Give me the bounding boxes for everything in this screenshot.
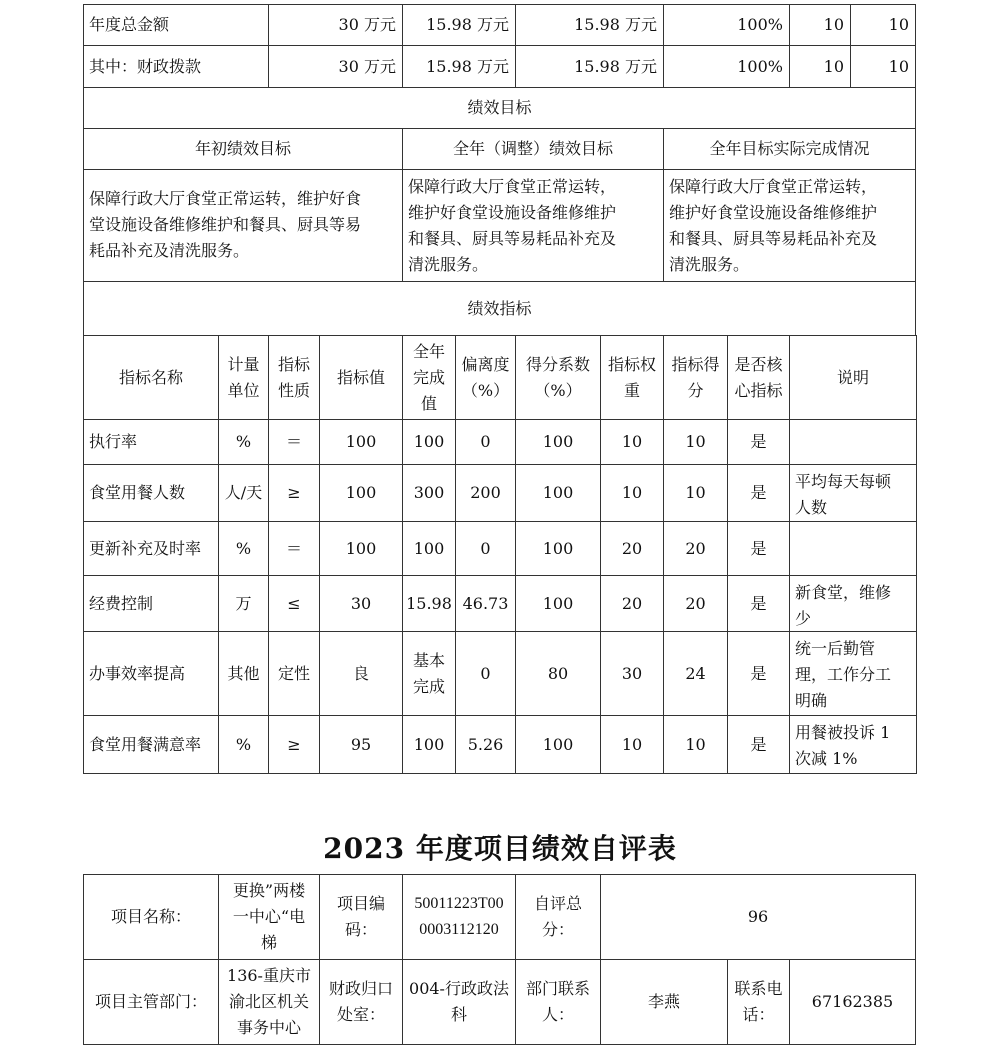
indicator-row-5-name: 办事效率提高 bbox=[83, 631, 219, 716]
budget-total-score: 10 bbox=[850, 4, 916, 46]
finance-office-label-lines: 财政归口 处室： bbox=[328, 979, 393, 1024]
indicator-row-6-deviation: 5.26 bbox=[455, 715, 516, 774]
project-name-value bbox=[218, 874, 320, 960]
indicator-row-6-core: 是 bbox=[727, 715, 790, 774]
contact-label-lines: 部门联系 人： bbox=[525, 979, 590, 1024]
budget-label-fiscal: 其中：财政拨款 bbox=[83, 45, 269, 88]
indicator-row-2-deviation: 200 bbox=[455, 464, 516, 522]
indicator-row-2-unit: 人/天 bbox=[218, 464, 269, 522]
indicator-header-core: 是否核 心指标 bbox=[727, 335, 790, 420]
indicator-header-weight: 指标权 重 bbox=[600, 335, 664, 420]
indicator-row-1-unit: % bbox=[218, 419, 269, 465]
budget-total-executed: 15.98 万元 bbox=[515, 4, 664, 46]
indicator-row-4-value: 30 bbox=[319, 575, 403, 632]
goals-col2-text bbox=[402, 169, 664, 282]
indicator-row-4-actual: 15.98 bbox=[402, 575, 456, 632]
self-score-label bbox=[515, 874, 601, 960]
indicator-header-deviation: 偏离度 （%） bbox=[455, 335, 516, 420]
indicator-row-1-coef: 100 bbox=[515, 419, 601, 465]
indicator-row-1-nature: ＝ bbox=[268, 419, 320, 465]
indicator-row-4-note: 新食堂，维修 少 bbox=[789, 575, 917, 632]
indicator-header-score: 指标得 分 bbox=[663, 335, 728, 420]
indicator-row-5-coef: 80 bbox=[515, 631, 601, 716]
indicator-row-3-score: 20 bbox=[663, 521, 728, 576]
project-code-label-lines: 项目编 码： bbox=[336, 894, 385, 939]
goals-section-title: 绩效目标 bbox=[83, 87, 916, 129]
project-name-lines: 更换”两楼 一中心“电 梯 bbox=[232, 881, 306, 952]
indicator-row-6-name: 食堂用餐满意率 bbox=[83, 715, 219, 774]
budget-total-adjusted: 15.98 万元 bbox=[402, 4, 516, 46]
indicator-row-5-unit: 其他 bbox=[218, 631, 269, 716]
indicator-row-3-name: 更新补充及时率 bbox=[83, 521, 219, 576]
indicator-row-2-coef: 100 bbox=[515, 464, 601, 522]
indicator-row-2-score: 10 bbox=[663, 464, 728, 522]
indicator-header-actual: 全年 完成 值 bbox=[402, 335, 456, 420]
self-score-label-lines: 自评总 分： bbox=[533, 894, 582, 939]
contact-label bbox=[515, 959, 601, 1045]
indicator-row-4-deviation: 46.73 bbox=[455, 575, 516, 632]
budget-total-weight: 10 bbox=[789, 4, 851, 46]
indicator-row-4-weight: 20 bbox=[600, 575, 664, 632]
project-name-label: 项目名称： bbox=[83, 874, 219, 960]
dept-value-lines: 136-重庆市 渝北区机关 事务中心 bbox=[227, 966, 311, 1037]
budget-fiscal-annual: 30 万元 bbox=[268, 45, 403, 88]
goals-col2-lines: 保障行政大厅食堂正常运转， 维护好食堂设施设备维修维护 和餐具、厨具等易耗品补充及 清洗服务。 bbox=[408, 177, 617, 274]
indicator-row-6-note: 用餐被投诉 1 次减 1% bbox=[789, 715, 917, 774]
self-score-value: 96 bbox=[600, 874, 916, 960]
indicator-row-5-weight: 30 bbox=[600, 631, 664, 716]
indicator-row-2-note: 平均每天每顿 人数 bbox=[789, 464, 917, 522]
goals-col1-lines: 保障行政大厅食堂正常运转，维护好食 堂设施设备维修维护和餐具、厨具等易 耗品补充及清洗服务。 bbox=[89, 189, 362, 260]
indicator-row-5-note: 统一后勤管 理，工作分工 明确 bbox=[789, 631, 917, 716]
budget-fiscal-weight: 10 bbox=[789, 45, 851, 88]
indicator-header-note: 说明 bbox=[789, 335, 917, 420]
indicator-header-nature: 指标 性质 bbox=[268, 335, 320, 420]
budget-total-annual: 30 万元 bbox=[268, 4, 403, 46]
indicator-row-2-weight: 10 bbox=[600, 464, 664, 522]
goals-col1-header: 年初绩效目标 bbox=[83, 128, 403, 170]
project-code-label bbox=[319, 874, 403, 960]
dept-value bbox=[218, 959, 320, 1045]
indicator-row-2-value: 100 bbox=[319, 464, 403, 522]
indicator-row-5-actual: 基本 完成 bbox=[402, 631, 456, 716]
indicator-row-5-value: 良 bbox=[319, 631, 403, 716]
project-code-lines: 50011223T00 0003112120 bbox=[414, 895, 504, 938]
indicator-row-1-score: 10 bbox=[663, 419, 728, 465]
indicator-row-3-value: 100 bbox=[319, 521, 403, 576]
phone-label-lines: 联系电 话： bbox=[734, 979, 783, 1024]
finance-office-value bbox=[402, 959, 516, 1045]
indicator-row-2-nature: ≥ bbox=[268, 464, 320, 522]
form-title: 2023 年度项目绩效自评表 bbox=[323, 832, 677, 865]
phone-value: 67162385 bbox=[789, 959, 916, 1045]
indicator-row-4-coef: 100 bbox=[515, 575, 601, 632]
indicator-row-3-core: 是 bbox=[727, 521, 790, 576]
indicator-row-5-deviation: 0 bbox=[455, 631, 516, 716]
budget-fiscal-executed: 15.98 万元 bbox=[515, 45, 664, 88]
indicator-row-3-actual: 100 bbox=[402, 521, 456, 576]
indicator-row-3-note bbox=[789, 521, 917, 576]
indicators-section-title: 绩效指标 bbox=[83, 281, 916, 336]
budget-total-rate: 100% bbox=[663, 4, 790, 46]
indicator-header-unit: 计量 单位 bbox=[218, 335, 269, 420]
indicator-row-3-nature: ＝ bbox=[268, 521, 320, 576]
indicator-row-2-actual: 300 bbox=[402, 464, 456, 522]
budget-fiscal-rate: 100% bbox=[663, 45, 790, 88]
indicator-row-6-unit: % bbox=[218, 715, 269, 774]
budget-fiscal-score: 10 bbox=[850, 45, 916, 88]
indicator-row-6-nature: ≥ bbox=[268, 715, 320, 774]
indicator-row-5-score: 24 bbox=[663, 631, 728, 716]
budget-label-total: 年度总金额 bbox=[83, 4, 269, 46]
goals-col3-lines: 保障行政大厅食堂正常运转， 维护好食堂设施设备维修维护 和餐具、厨具等易耗品补充及 清洗服务。 bbox=[669, 177, 878, 274]
indicator-row-2-core: 是 bbox=[727, 464, 790, 522]
indicator-row-6-score: 10 bbox=[663, 715, 728, 774]
goals-col2-header: 全年（调整）绩效目标 bbox=[402, 128, 664, 170]
finance-office-value-lines: 004-行政政法 科 bbox=[409, 979, 509, 1024]
indicator-header-value: 指标值 bbox=[319, 335, 403, 420]
indicator-row-1-actual: 100 bbox=[402, 419, 456, 465]
indicator-row-4-name: 经费控制 bbox=[83, 575, 219, 632]
indicator-row-2-name: 食堂用餐人数 bbox=[83, 464, 219, 522]
indicator-row-6-value: 95 bbox=[319, 715, 403, 774]
indicator-row-3-weight: 20 bbox=[600, 521, 664, 576]
indicator-row-6-actual: 100 bbox=[402, 715, 456, 774]
indicator-row-4-core: 是 bbox=[727, 575, 790, 632]
goals-col3-text bbox=[663, 169, 916, 282]
indicator-row-3-coef: 100 bbox=[515, 521, 601, 576]
goals-col3-header: 全年目标实际完成情况 bbox=[663, 128, 916, 170]
indicator-row-1-core: 是 bbox=[727, 419, 790, 465]
indicator-row-6-weight: 10 bbox=[600, 715, 664, 774]
indicator-row-5-nature: 定性 bbox=[268, 631, 320, 716]
goals-col1-text bbox=[83, 169, 403, 282]
indicator-row-1-deviation: 0 bbox=[455, 419, 516, 465]
dept-label: 项目主管部门： bbox=[83, 959, 219, 1045]
project-code-value bbox=[402, 874, 516, 960]
indicator-row-6-coef: 100 bbox=[515, 715, 601, 774]
phone-label bbox=[727, 959, 790, 1045]
indicator-row-3-unit: % bbox=[218, 521, 269, 576]
indicator-row-5-core: 是 bbox=[727, 631, 790, 716]
contact-value: 李燕 bbox=[600, 959, 728, 1045]
indicator-row-1-name: 执行率 bbox=[83, 419, 219, 465]
indicator-row-3-deviation: 0 bbox=[455, 521, 516, 576]
finance-office-label bbox=[319, 959, 403, 1045]
budget-fiscal-adjusted: 15.98 万元 bbox=[402, 45, 516, 88]
indicator-row-4-unit: 万 bbox=[218, 575, 269, 632]
indicator-row-1-weight: 10 bbox=[600, 419, 664, 465]
indicator-header-name: 指标名称 bbox=[83, 335, 219, 420]
indicator-header-coef: 得分系数 （%） bbox=[515, 335, 601, 420]
indicator-row-4-nature: ≤ bbox=[268, 575, 320, 632]
indicator-row-1-value: 100 bbox=[319, 419, 403, 465]
indicator-row-4-score: 20 bbox=[663, 575, 728, 632]
indicator-row-1-note bbox=[789, 419, 917, 465]
